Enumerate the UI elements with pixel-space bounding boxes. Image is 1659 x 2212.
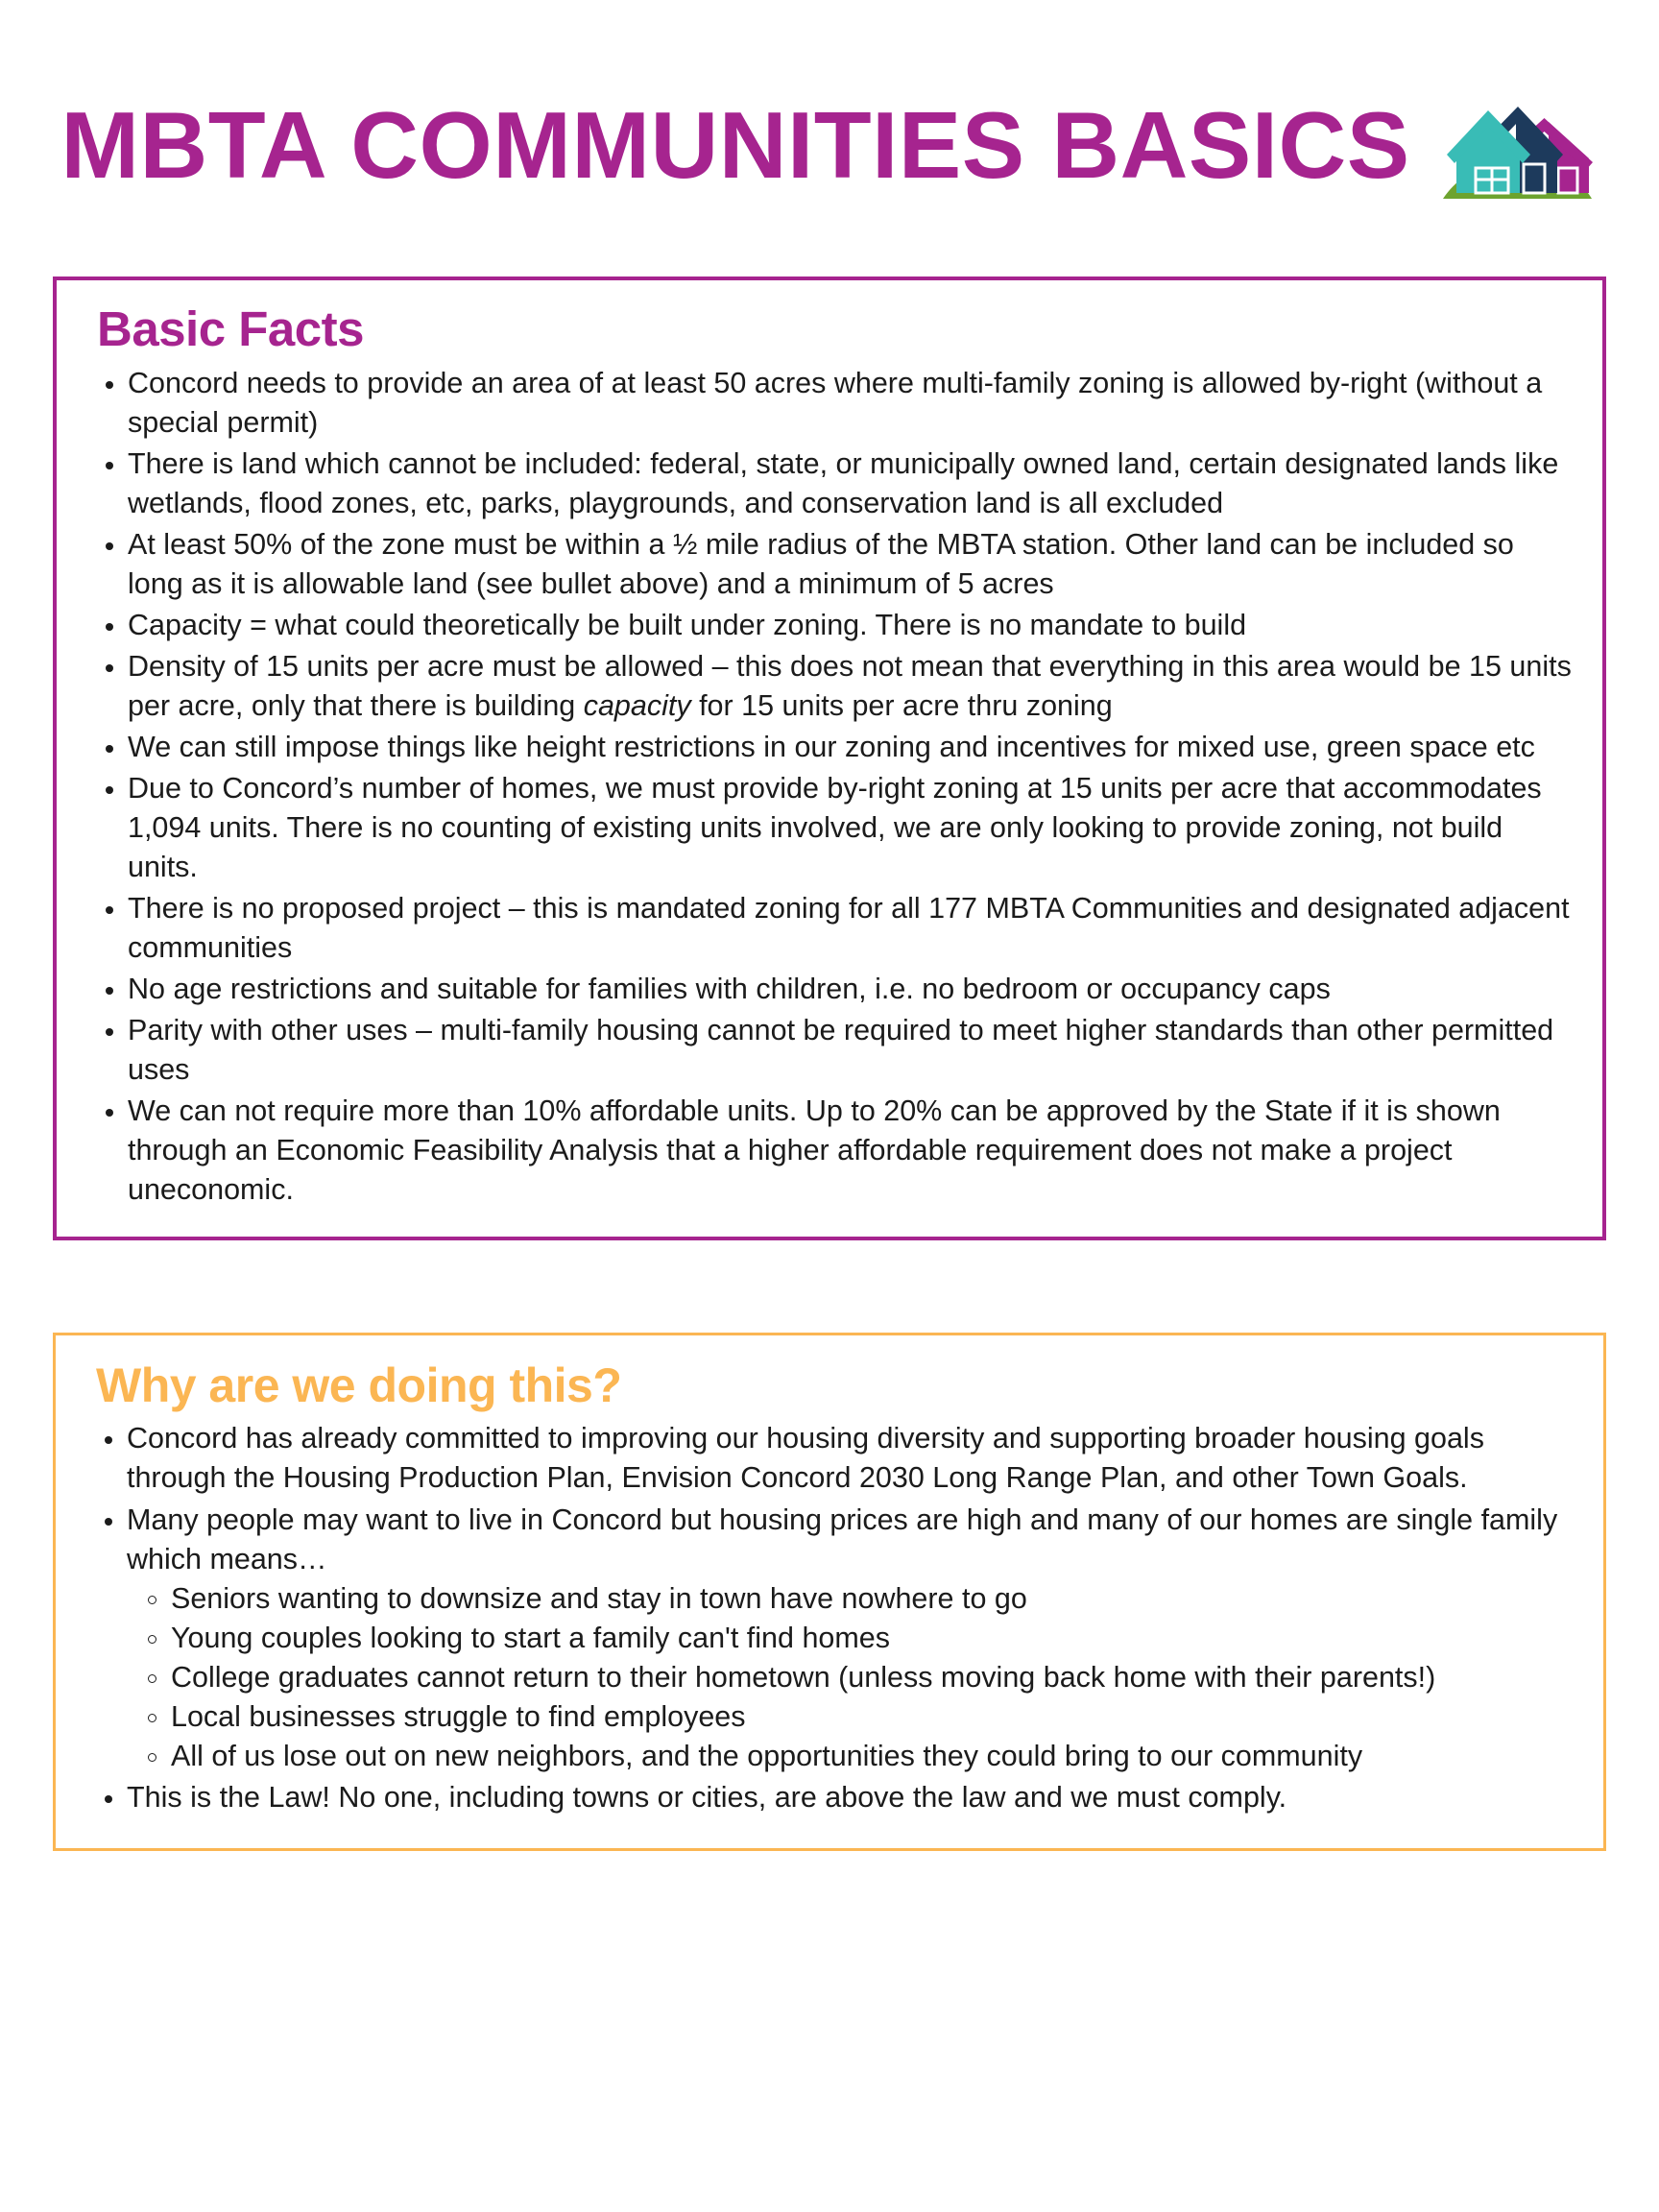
list-item-text: Many people may want to live in Concord but housing prices are high and many of our homes are single family which means… — [127, 1503, 1558, 1575]
list-item — [84, 1419, 1575, 1498]
section-heading-basic-facts: Basic Facts — [97, 301, 364, 356]
list-item — [85, 445, 1574, 523]
sub-list-item — [127, 1658, 1575, 1697]
list-item-text: Parity with other uses – multi-family housing cannot be required to meet higher standards than other permitted uses — [128, 1013, 1554, 1086]
list-item-text: There is land which cannot be included: federal, state, or municipally owned land, certain designated lands like wetlands, flood zones, etc, parks, playgrounds, and conservation land is all excluded — [128, 446, 1559, 519]
section-basic-facts — [53, 276, 1606, 1240]
list-item — [85, 769, 1574, 887]
list-item-text: At least 50% of the zone must be within a ½ mile radius of the MBTA station. Other land can be included so long as it is allowable land (see bullet above) and a minimum of 5 acres — [128, 527, 1514, 600]
sub-list-item — [127, 1619, 1575, 1658]
list-item — [84, 1778, 1575, 1817]
list-item-text-before: Density of 15 units per acre must be allowed – this does not mean that everything in this area would be 15 units per acre, only that there is building — [128, 649, 1572, 722]
list-item — [85, 889, 1574, 968]
list-item-text-after: for 15 units per acre thru zoning — [690, 688, 1113, 722]
sub-list-item-text: College graduates cannot return to their hometown (unless moving back home with their parents!) — [171, 1660, 1436, 1694]
sub-list-item-text: All of us lose out on new neighbors, and the opportunities they could bring to our community — [171, 1739, 1363, 1772]
list-item — [85, 1092, 1574, 1210]
list-item — [85, 525, 1574, 604]
sub-list-item — [127, 1697, 1575, 1737]
sub-list-item-text: Young couples looking to start a family can't find homes — [171, 1621, 890, 1654]
list-item-text-italic: capacity — [583, 688, 691, 722]
list-item — [84, 1501, 1575, 1776]
three-houses-logo — [1435, 85, 1599, 201]
list-item-text: No age restrictions and suitable for families with children, i.e. no bedroom or occupancy caps — [128, 972, 1331, 1005]
list-item — [85, 364, 1574, 443]
list-item-text: Due to Concord’s number of homes, we must provide by-right zoning at 15 units per acre that accommodates 1,094 units. There is no counting of existing units involved, we are only looking to provide zoning, not build units. — [128, 771, 1542, 883]
section-why-are-we-doing-this — [53, 1333, 1606, 1851]
list-item-text: This is the Law! No one, including towns or cities, are above the law and we must comply. — [127, 1780, 1287, 1814]
list-item-text: There is no proposed project – this is mandated zoning for all 177 MBTA Communities and designated adjacent communities — [128, 891, 1570, 964]
list-item — [85, 1011, 1574, 1090]
why-sublist — [127, 1579, 1575, 1776]
list-item — [85, 728, 1574, 767]
page-header — [0, 0, 1659, 221]
list-item — [85, 970, 1574, 1009]
sub-list-item-text: Local businesses struggle to find employees — [171, 1699, 746, 1733]
list-item — [85, 606, 1574, 645]
list-item-text: Concord needs to provide an area of at least 50 acres where multi-family zoning is allowed by-right (without a special permit) — [128, 366, 1543, 439]
basic-facts-list — [85, 364, 1574, 1210]
list-item-text: Concord has already committed to improving our housing diversity and supporting broader housing goals through the Housing Production Plan, Envision Concord 2030 Long Range Plan, and other Town Goals. — [127, 1422, 1484, 1495]
list-item-text: We can still impose things like height restrictions in our zoning and incentives for mixed use, green space etc — [128, 730, 1535, 763]
sub-list-item — [127, 1579, 1575, 1619]
list-item-text: We can not require more than 10% affordable units. Up to 20% can be approved by the State if it is shown through an Economic Feasibility Analysis that a higher affordable requirement does not make a project uneconomic. — [128, 1094, 1501, 1206]
sub-list-item-text: Seniors wanting to downsize and stay in town have nowhere to go — [171, 1581, 1027, 1615]
list-item-text: Capacity = what could theoretically be built under zoning. There is no mandate to build — [128, 608, 1247, 641]
list-item — [85, 647, 1574, 726]
page-title: MBTA COMMUNITIES BASICS — [60, 92, 1410, 198]
list-item-text-composite — [128, 647, 1574, 726]
sub-list-item — [127, 1737, 1575, 1776]
why-list — [84, 1419, 1575, 1816]
section-heading-why: Why are we doing this? — [96, 1358, 622, 1412]
